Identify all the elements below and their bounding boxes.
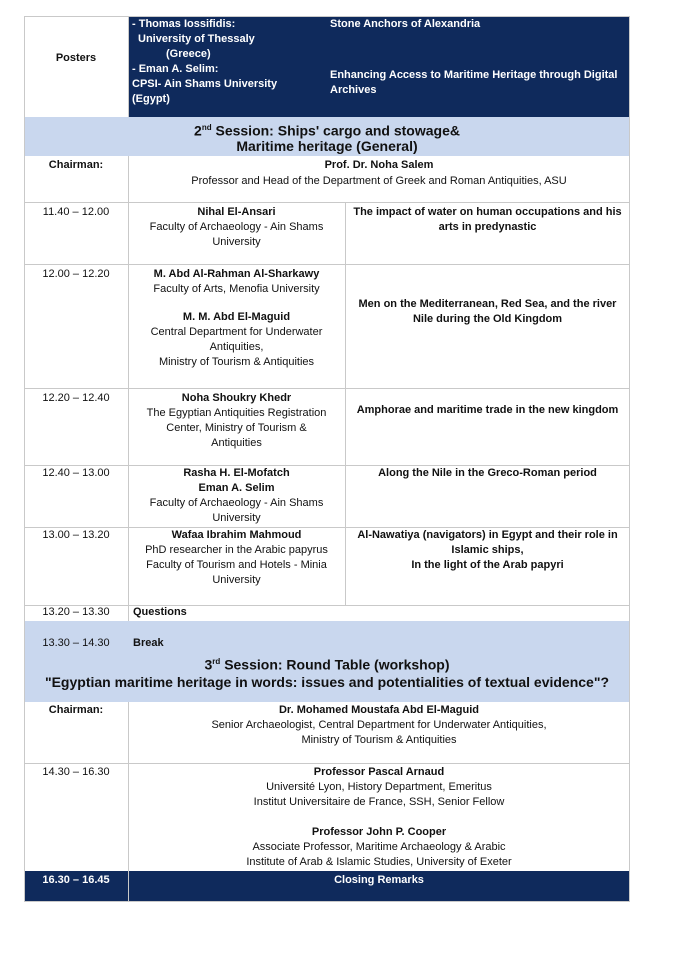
session-2-title-a: Session: Ships' cargo and stowage& bbox=[215, 122, 460, 139]
chair-description: Senior Archaeologist, Central Department for Underwater Antiquities, bbox=[211, 719, 547, 731]
talk-speaker-block bbox=[128, 267, 345, 370]
questions-time: 13.20 – 13.30 bbox=[42, 606, 110, 618]
talk-time: 13.00 – 13.20 bbox=[42, 529, 110, 541]
session-3-chair-row bbox=[24, 702, 630, 763]
chair-description: Professor and Head of the Department of Greek and Roman Antiquities, ASU bbox=[191, 175, 567, 187]
round-table-row bbox=[24, 763, 630, 871]
talk-time: 12.40 – 13.00 bbox=[42, 467, 110, 479]
session-2-chair-row bbox=[24, 156, 630, 202]
talk-speaker-block bbox=[128, 466, 345, 526]
poster-2-country: (Egypt) bbox=[132, 93, 170, 105]
speaker-affiliation: Antiquities, bbox=[209, 341, 264, 353]
panelist-affiliation: Institut Universitaire de France, SSH, Senior Fellow bbox=[253, 796, 505, 808]
speaker-affiliation: Ministry of Tourism & Antiquities bbox=[158, 356, 315, 368]
speaker-affiliation: Faculty of Arts, Menofia University bbox=[153, 283, 320, 295]
speaker-name: Wafaa Ibrahim Mahmoud bbox=[171, 529, 302, 541]
panelist-name: Professor Pascal Arnaud bbox=[313, 766, 445, 778]
speaker-name: M. M. Abd El-Maguid bbox=[182, 311, 291, 323]
break-label: Break bbox=[133, 637, 164, 649]
speaker-name: Nihal El-Ansari bbox=[197, 206, 276, 218]
speaker-name: Noha Shoukry Khedr bbox=[181, 392, 292, 404]
chair-description: Ministry of Tourism & Antiquities bbox=[301, 734, 457, 746]
speaker-affiliation: University bbox=[212, 512, 261, 524]
round-table-time: 14.30 – 16.30 bbox=[42, 766, 110, 778]
poster-2-affiliation: CPSI- Ain Shams University bbox=[132, 78, 278, 90]
poster-2-title: Enhancing Access to Maritime Heritage through Digital Archives bbox=[330, 69, 618, 96]
poster-1-country: (Greece) bbox=[166, 48, 211, 60]
speaker-affiliation: Center, Ministry of Tourism & bbox=[166, 422, 307, 434]
talk-title: Al-Nawatiya (navigators) in Egypt and their role in Islamic ships, In the light of the Arab papyri bbox=[357, 529, 618, 571]
panelists-block bbox=[128, 765, 630, 870]
poster-1-affiliation: University of Thessaly bbox=[138, 33, 255, 45]
talk-row bbox=[24, 465, 630, 527]
talk-title: Men on the Mediterranean, Red Sea, and the river Nile during the Old Kingdom bbox=[358, 298, 617, 325]
speaker-name: M. Abd Al-Rahman Al-Sharkawy bbox=[153, 268, 320, 280]
talk-time: 12.20 – 12.40 bbox=[42, 392, 110, 404]
panelist-name: Professor John P. Cooper bbox=[311, 826, 447, 838]
posters-row bbox=[24, 16, 630, 117]
panelist-affiliation: Associate Professor, Maritime Archaeology & Arabic bbox=[252, 841, 506, 853]
talk-speaker-block bbox=[128, 391, 345, 451]
chair-name: Dr. Mohamed Moustafa Abd El-Maguid bbox=[278, 704, 480, 716]
talk-time: 12.00 – 12.20 bbox=[42, 268, 110, 280]
break-time: 13.30 – 14.30 bbox=[42, 637, 110, 649]
closing-time: 16.30 – 16.45 bbox=[42, 874, 110, 886]
speaker-affiliation: Faculty of Archaeology - Ain Shams bbox=[149, 221, 324, 233]
chair-label: Chairman: bbox=[48, 704, 104, 716]
posters-content bbox=[128, 16, 630, 117]
poster-1-speaker bbox=[132, 17, 332, 107]
session-2-number: 2 bbox=[194, 122, 202, 139]
session-3-title-b: "Egyptian maritime heritage in words: issues and potentialities of textual evidence"? bbox=[44, 674, 610, 690]
session-3-number: 3 bbox=[204, 656, 213, 673]
speaker-affiliation: The Egyptian Antiquities Registration bbox=[146, 407, 327, 419]
talk-row bbox=[24, 202, 630, 264]
speaker-affiliation: Antiquities bbox=[211, 437, 262, 449]
talk-speaker-block bbox=[128, 528, 345, 588]
posters-label: Posters bbox=[55, 52, 97, 64]
talk-row bbox=[24, 388, 630, 465]
chair-label: Chairman: bbox=[48, 159, 104, 171]
session-3-title-a: Session: Round Table (workshop) bbox=[224, 656, 450, 673]
speaker-affiliation: Faculty of Tourism and Hotels - Minia bbox=[146, 559, 327, 571]
talk-row bbox=[24, 527, 630, 605]
talk-title: Amphorae and maritime trade in the new kingdom bbox=[356, 404, 619, 416]
poster-1-title: Stone Anchors of Alexandria bbox=[330, 18, 481, 30]
talk-time: 11.40 – 12.00 bbox=[42, 206, 110, 218]
session-3-header: 3rd Session: Round Table (workshop) "Egyptian maritime heritage in words: issues and potentialities of textual evidence"? bbox=[24, 652, 630, 702]
questions-row bbox=[24, 605, 630, 621]
talk-title: Along the Nile in the Greco-Roman period bbox=[378, 467, 597, 479]
session-2-header: 2nd Session: Ships' cargo and stowage& Maritime heritage (General) bbox=[24, 117, 630, 156]
session-2-title-b: Maritime heritage (General) bbox=[236, 138, 418, 154]
panelist-affiliation: Université Lyon, History Department, Emeritus bbox=[266, 781, 492, 793]
speaker-affiliation: University bbox=[212, 236, 261, 248]
speaker-affiliation: University bbox=[212, 574, 261, 586]
talk-speaker-block bbox=[128, 205, 345, 250]
talk-title: The impact of water on human occupations and his arts in predynastic bbox=[353, 206, 622, 233]
chair-name: Prof. Dr. Noha Salem bbox=[324, 159, 434, 171]
poster-2-name: - Eman A. Selim: bbox=[132, 63, 219, 75]
poster-1-name: - Thomas Iossifidis: bbox=[132, 18, 236, 30]
questions-label: Questions bbox=[133, 606, 187, 618]
speaker-affiliation: Faculty of Archaeology - Ain Shams bbox=[149, 497, 324, 509]
panelist-affiliation: Institute of Arab & Islamic Studies, University of Exeter bbox=[246, 856, 512, 868]
closing-label: Closing Remarks bbox=[334, 874, 424, 886]
talk-row bbox=[24, 264, 630, 388]
speaker-affiliation: Central Department for Underwater bbox=[150, 326, 323, 338]
break-row bbox=[24, 621, 630, 652]
speaker-affiliation: PhD researcher in the Arabic papyrus bbox=[145, 544, 328, 556]
speaker-name: Rasha H. El-Mofatch bbox=[183, 467, 290, 479]
chair-block bbox=[128, 703, 630, 748]
speaker-name: Eman A. Selim bbox=[198, 482, 275, 494]
closing-row bbox=[24, 871, 630, 902]
